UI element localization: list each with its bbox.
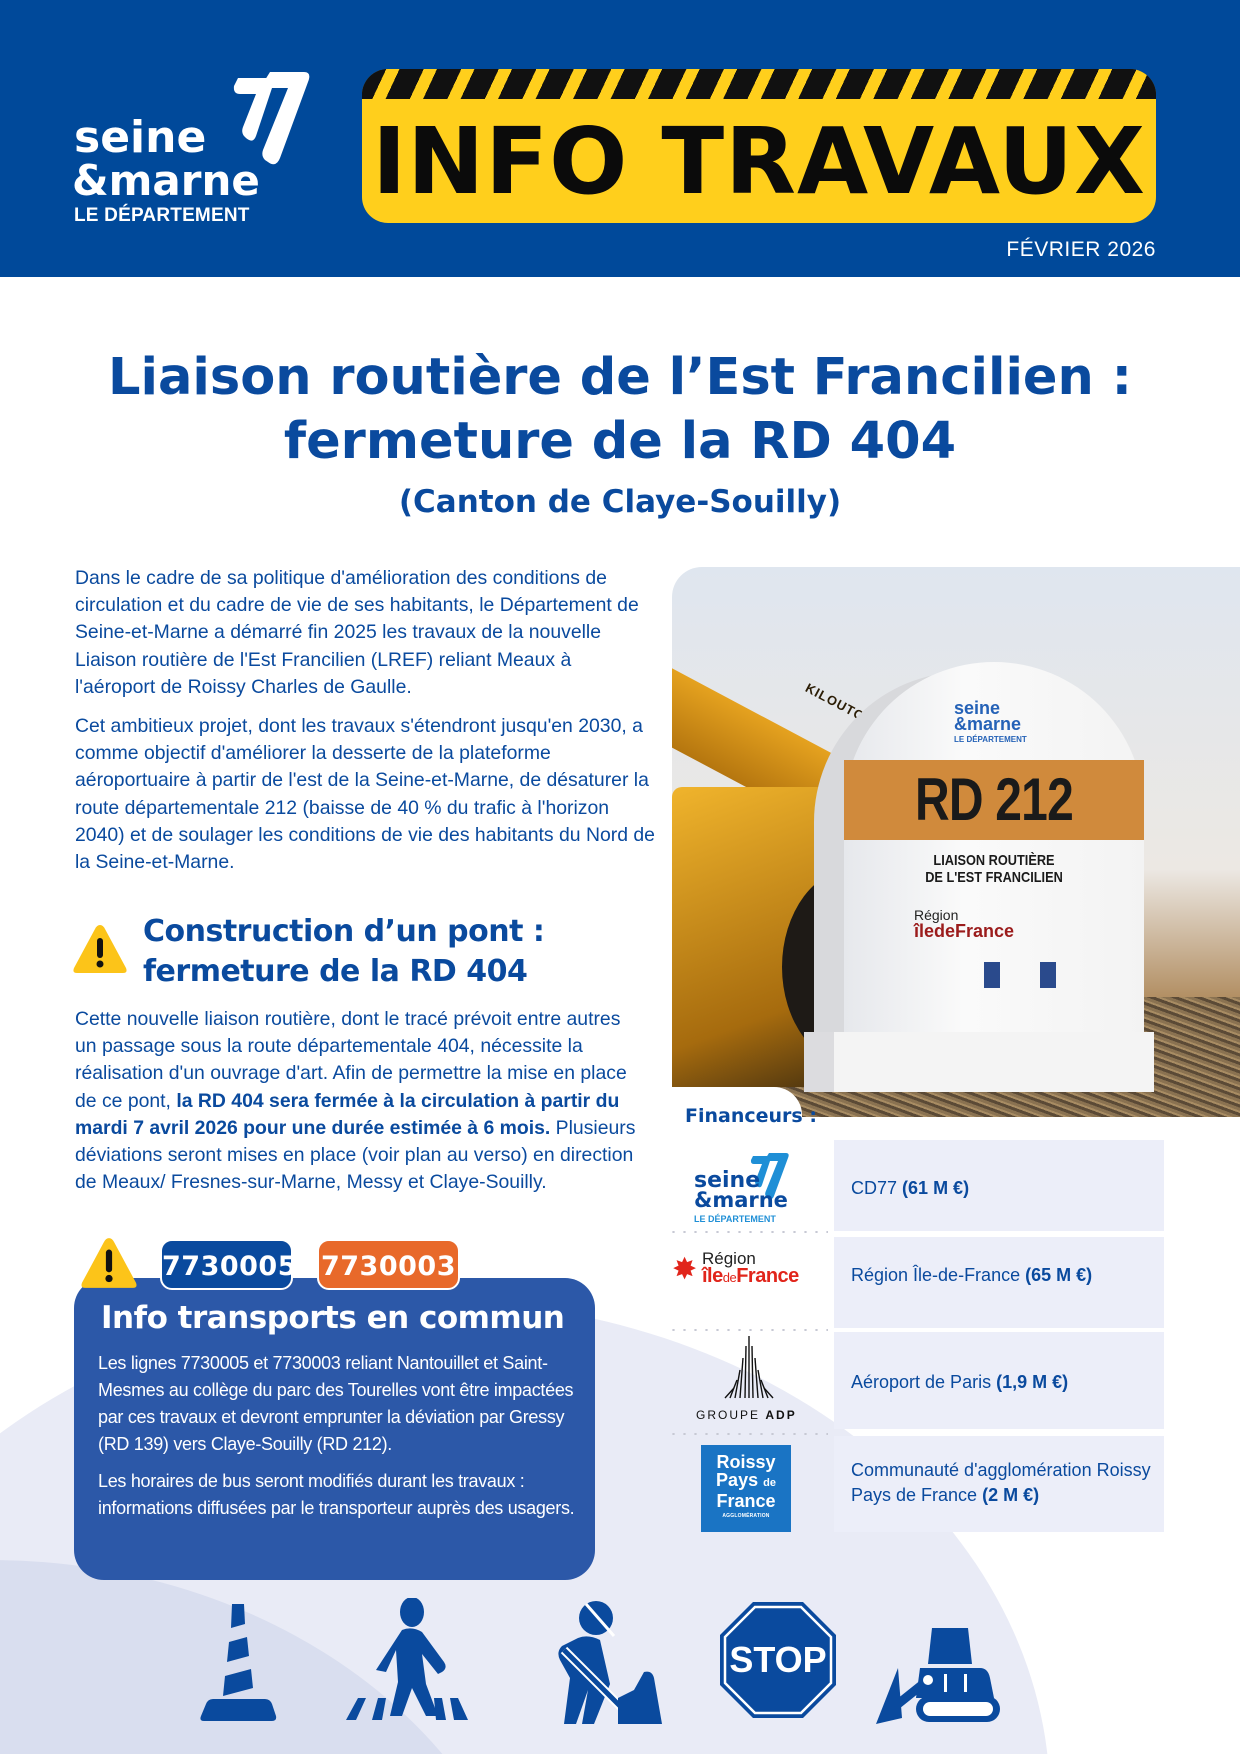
rpf-pays — [701, 1471, 791, 1492]
financeur-amount: (1,9 M €) — [996, 1372, 1069, 1392]
traffic-cone-icon — [198, 1604, 280, 1722]
financeur-cd77 — [851, 1176, 969, 1201]
idf-logo-region: Région — [702, 1249, 756, 1268]
issue-date: FÉVRIER 2026 — [1006, 238, 1156, 261]
rpf-roissy: Roissy — [716, 1452, 776, 1472]
milestone-region-line1: Région — [914, 907, 959, 923]
cd77-logo-marne: &marne — [694, 1188, 788, 1212]
closure-highlight: la RD 404 sera fermée à la circulation à partir du mardi 7 avril 2026 pour une durée estimée à 6 mois. — [75, 1089, 620, 1139]
milestone-base — [834, 1032, 1154, 1092]
rpf-france: France — [716, 1491, 776, 1511]
adp-logo-text — [696, 1408, 797, 1422]
seine-et-marne-logo — [72, 72, 302, 232]
idf-ile: île — [702, 1265, 723, 1287]
milestone-road-number: RD 212 — [915, 766, 1073, 833]
header-band — [0, 0, 1240, 277]
construction-photo — [672, 567, 1240, 1117]
dotted-divider — [668, 1433, 828, 1435]
rpf-de: de — [763, 1477, 776, 1489]
financeur-amount: (61 M €) — [902, 1178, 970, 1198]
roissy-pays-de-france-logo — [701, 1445, 791, 1532]
info-travaux-banner — [362, 69, 1156, 223]
financeur-amount: (65 M €) — [1025, 1265, 1093, 1285]
adp-adp: ADP — [765, 1408, 797, 1422]
milestone-lref-line1: LIAISON ROUTIÈRE — [933, 852, 1055, 869]
road-worker-icon — [548, 1598, 678, 1728]
financeur-amount: (2 M €) — [982, 1485, 1040, 1505]
public-transport-info-box — [74, 1278, 595, 1580]
logo-text-marne: &marne — [72, 156, 260, 205]
milestone-region-line2: îledeFrance — [914, 921, 1015, 941]
transport-heading: Info transports en commun — [101, 1300, 565, 1336]
milestone-logo — [954, 700, 1027, 748]
financeur-name: Communauté d'agglomération Roissy Pays de France — [851, 1460, 1151, 1505]
milestone-lref-text — [867, 852, 1122, 886]
idf-france: France — [736, 1265, 799, 1287]
page-title-line1: Liaison routière de l’Est Francilien : — [108, 348, 1132, 407]
warning-icon — [80, 1235, 138, 1291]
boom-brand-label: KILOUTOU — [802, 680, 877, 729]
bus-line-chip-7730005: 7730005 — [160, 1239, 293, 1290]
intro-paragraph-2: Cet ambitieux projet, dont les travaux s'étendront jusqu'en 2030, a comme objectif d'améliorer la desserte de la plateforme aéroportuaire à partir de l'est de la Seine-et-Marne, de désaturer la route départementale 212 (baisse de 40 % du trafic à l'horizon 2040) et de soulager les conditions de vie des habitants du Nord de la Seine-et-Marne. — [75, 715, 655, 874]
logo-text-departement: LE DÉPARTEMENT — [74, 205, 250, 226]
adp-tower-icon — [722, 1336, 776, 1404]
transport-paragraph-2: Les horaires de bus seront modifiés durant les travaux : informations diffusées par le transporteur auprès des usagers. — [98, 1471, 575, 1518]
milestone-logo-dept: LE DÉPARTEMENT — [954, 735, 1027, 744]
transport-paragraph-1: Les lignes 7730005 et 7730003 reliant Nantouillet et Saint-Mesmes au collège du parc des Tourelles vont être impactées par ces travaux et devront emprunter la déviation par Gressy (RD 139) vers Claye-Souilly (RD 212). — [98, 1353, 574, 1454]
milestone-logo-marne: &marne — [954, 714, 1022, 734]
section-heading — [143, 912, 544, 992]
bulldozer-icon — [876, 1628, 1008, 1728]
milestone-logo-seine: seine — [954, 698, 1001, 718]
milestone-lref-line2: DE L'EST FRANCILIEN — [925, 869, 1063, 886]
section-heading-line1: Construction d’un pont : — [143, 914, 545, 949]
stop-sign-icon — [718, 1600, 838, 1720]
section-paragraph — [75, 1006, 645, 1196]
page-title — [0, 346, 1240, 474]
rpf-pays-text: Pays — [716, 1470, 759, 1490]
milestone-region-logo — [914, 907, 1014, 940]
section-text-deviations: Plusieurs déviations seront mises en place (voir plan au verso) en direction de Meaux/ Fresnes-sur-Marne, Messy et Claye-Souilly. — [75, 1116, 636, 1194]
banner-title: INFO TRAVAUX — [372, 108, 1146, 215]
cd77-logo-dept: LE DÉPARTEMENT — [694, 1214, 776, 1224]
hazard-stripes — [362, 69, 1156, 99]
idf-de: de — [722, 1270, 737, 1285]
financeur-name: Aéroport de Paris — [851, 1372, 992, 1392]
idf-logo-name — [702, 1265, 799, 1288]
financeur-name: Région Île-de-France — [851, 1265, 1021, 1285]
warning-icon — [72, 922, 128, 976]
cd77-logo-seine: seine — [694, 1168, 761, 1193]
page-subtitle: (Canton de Claye-Souilly) — [398, 484, 842, 520]
financeur-adp — [851, 1370, 1068, 1395]
section-text: Cette nouvelle liaison routière, dont le tracé prévoit entre autres un passage sous la route départementale 404, nécessite la réalisation d'un ouvrage d'art. Afin de permettre la mise en place de ce pont, — [75, 1008, 627, 1112]
rd212-milestone-sign — [844, 662, 1144, 1062]
logo-text-seine: seine — [74, 112, 207, 163]
intro-paragraph-1: Dans le cadre de sa politique d'amélioration des conditions de circulation et du cadre de vie de ses habitants, le Département de Seine-et-Marne a démarré fin 2025 les travaux de la nouvelle Liaison routière de l'Est Francilien (LREF) reliant Meaux à l'aéroport de Roissy Charles de Gaulle. — [75, 567, 639, 698]
financeur-name: CD77 — [851, 1178, 898, 1198]
section-heading-line2: fermeture de la RD 404 — [143, 954, 528, 989]
bus-line-chip-7730003: 7730003 — [317, 1239, 460, 1290]
adp-groupe: GROUPE — [696, 1408, 761, 1422]
region-star-icon: ✸ — [672, 1253, 698, 1286]
financeur-roissy — [851, 1458, 1151, 1508]
financeur-region-idf — [851, 1263, 1092, 1288]
rpf-agglomeration: AGGLOMÉRATION — [722, 1513, 770, 1519]
stop-label: STOP — [729, 1639, 827, 1680]
dotted-divider — [668, 1329, 828, 1331]
dotted-divider — [668, 1231, 828, 1233]
page-title-line2: fermeture de la RD 404 — [283, 412, 957, 471]
pedestrian-crossing-icon — [346, 1598, 476, 1724]
financeurs-title: Financeurs : — [685, 1105, 817, 1127]
milestone-small-logos — [944, 962, 1064, 1002]
